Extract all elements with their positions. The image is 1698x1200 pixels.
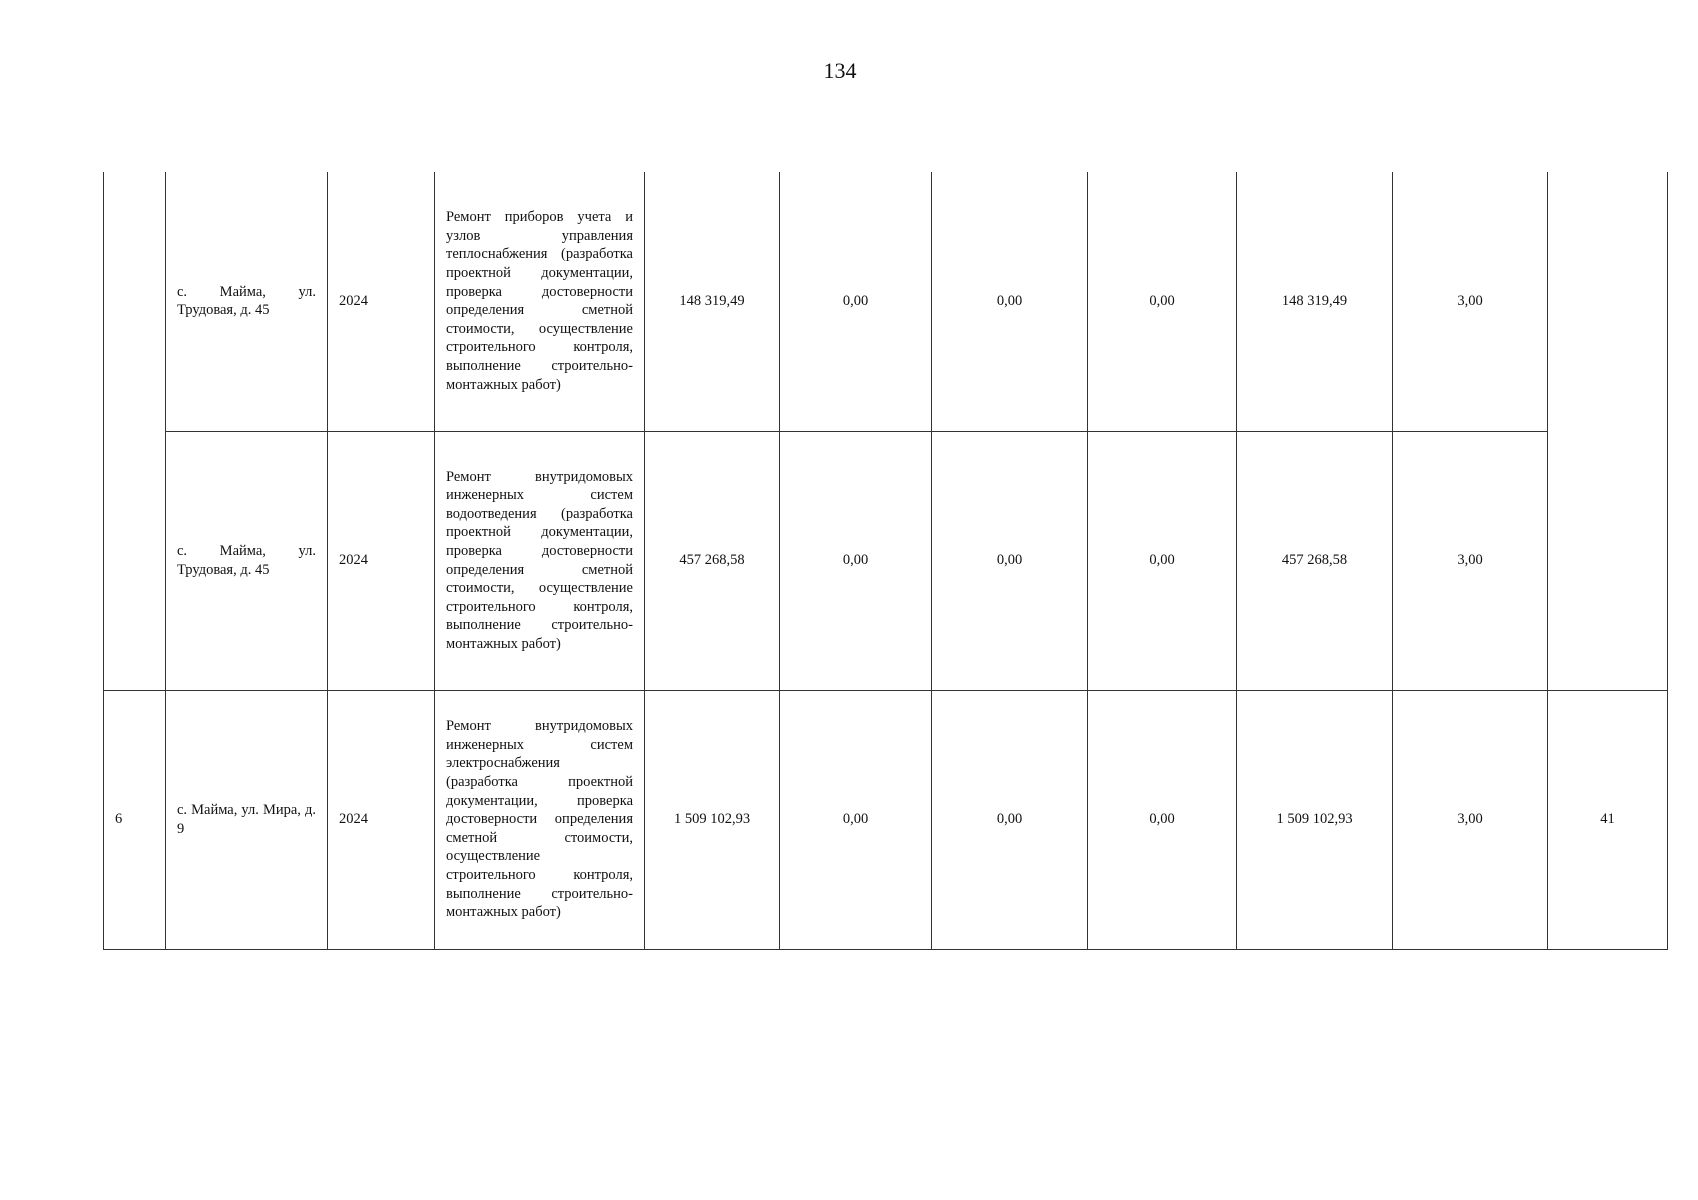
value-cell: 0,00 [932,431,1088,690]
total-cost-cell: 148 319,49 [645,172,780,431]
capital-repair-table [103,172,1668,950]
priority-cell [1548,172,1668,690]
year-cell: 2024 [328,431,435,690]
value-cell: 0,00 [780,690,932,949]
row-number-cell: 6 [104,690,166,949]
total-cost-cell: 1 509 102,93 [645,690,780,949]
address-cell: с. Майма, ул. Трудовая, д. 45 [166,431,328,690]
work-description-cell: Ремонт внутридомовых инженерных систем водоотведения (разработка проектной документации, проверка достоверности определения сметной стоимости, осуществление строительного контроля, выполнение строительно-монтажных работ) [435,431,645,690]
table-row [104,431,1668,690]
fund-amount-cell: 457 268,58 [1237,431,1393,690]
year-cell: 2024 [328,690,435,949]
work-description-cell: Ремонт приборов учета и узлов управления теплоснабжения (разработка проектной документации, проверка достоверности определения сметной стоимости, осуществление строительного контроля, выполнение строительно-монтажных работ) [435,172,645,431]
value-cell: 0,00 [932,172,1088,431]
rate-cell: 3,00 [1393,690,1548,949]
row-number-cell [104,172,166,690]
table-row [104,172,1668,431]
value-cell: 0,00 [780,431,932,690]
address-cell: с. Майма, ул. Мира, д. 9 [166,690,328,949]
total-cost-cell: 457 268,58 [645,431,780,690]
table-row [104,690,1668,949]
work-description-cell: Ремонт внутридомовых инженерных систем электроснабжения (разработка проектной документации, проверка достоверности определения сметной стоимости, осуществление строительного контроля, выполнение строительно-монтажных работ) [435,690,645,949]
value-cell: 0,00 [932,690,1088,949]
priority-cell: 41 [1548,690,1668,949]
value-cell: 0,00 [1088,172,1237,431]
fund-amount-cell: 1 509 102,93 [1237,690,1393,949]
page-number: 134 [823,58,857,83]
value-cell: 0,00 [1088,431,1237,690]
value-cell: 0,00 [1088,690,1237,949]
rate-cell: 3,00 [1393,172,1548,431]
address-cell: с. Майма, ул. Трудовая, д. 45 [166,172,328,431]
year-cell: 2024 [328,172,435,431]
fund-amount-cell: 148 319,49 [1237,172,1393,431]
value-cell: 0,00 [780,172,932,431]
rate-cell: 3,00 [1393,431,1548,690]
